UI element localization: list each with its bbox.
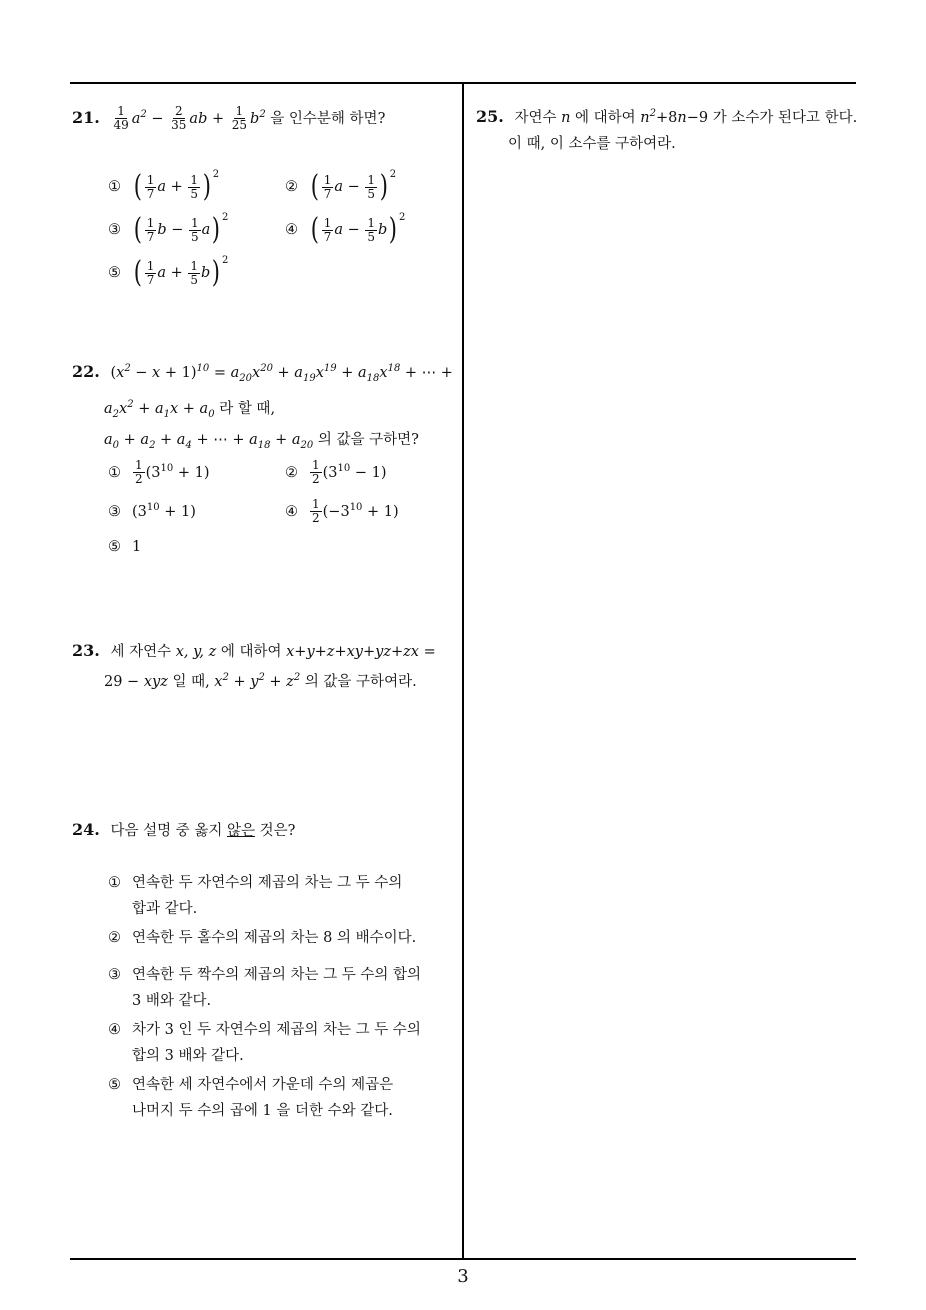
choice-22-5[interactable]: ⑤ 1 [108,539,142,555]
question-number: 22. [72,361,100,381]
question-23: 23. 세 자연수 x, y, z 에 대하여 x+y+z+xy+yz+zx = 29 − xyz 일 때, $x^2 + y^2 + z^2$ 의 값을 구하여라. [72,641,436,690]
expression-line-3: $a_0 + a_2 + a_4$ + ⋯ + $a_{18} + a_{20}$ [104,432,314,452]
expression: $\frac{1}{49}$ $a^2$ − $\frac{2}{35}$ ab + $\frac{1}{25}$ $b^2$ [113,104,266,133]
choice-21-4[interactable]: ④ ( $\frac{1}{7}$ a − $\frac{1}{5}$ b) $^2$ [285,212,406,247]
question-25: 25. 자연수 n 에 대하여 $n^2+8n-9$ 가 소수가 된다고 한다. 이 때, 이 소수를 구하여라. [476,106,858,152]
question-number: 21. [72,107,100,127]
question-number: 25. [476,106,504,126]
question-number: 23. [72,641,100,660]
question-24: 24. 다음 설명 중 옳지 않은 것은? [72,820,296,839]
choice-24-5[interactable]: ⑤ 연속한 세 자연수에서 가운데 수의 제곱은 나머지 두 수의 곱에 1 을 더한 수와 같다. [108,1077,394,1119]
question-text: 라 할 때, [219,400,276,417]
expression-line-2: $a_2x^2 + a_1x + a_0$ [104,398,215,420]
bottom-rule [70,1258,856,1260]
choice-22-1[interactable]: ① $\frac{1}{2}$ $(3^{10} + 1)$ [108,458,210,487]
choice-22-4[interactable]: ④ $\frac{1}{2}$ $(-3^{10} + 1)$ [285,497,399,526]
choice-24-4[interactable]: ④ 차가 3 인 두 자연수의 제곱의 차는 그 두 수의 합의 3 배와 같다. [108,1022,421,1064]
question-22 [72,356,460,459]
underlined-word: 않은 [226,823,255,839]
page-number: 3 [457,1266,469,1287]
question-text: 의 값을 구하면? [317,432,419,449]
choice-22-3[interactable]: ③ $(3^{10} + 1)$ [108,502,196,520]
question-number: 24. [72,820,100,839]
choice-21-1[interactable]: ① ( $\frac{1}{7}$ a + $\frac{1}{5}$ ) $^2$ [108,169,220,204]
choice-21-3[interactable]: ③ ( $\frac{1}{7}$ b − $\frac{1}{5}$ a) $^2$ [108,212,229,247]
choice-21-5[interactable]: ⑤ ( $\frac{1}{7}$ a + $\frac{1}{5}$ b) $^2$ [108,255,229,290]
expression-line-1: $(x^2 - x + 1)^{10} = a_{20}x^{20} + a_{19}x^{19} + a_{18}x^{18}$ + ⋯ + [110,363,453,384]
choice-21-2[interactable]: ② ( $\frac{1}{7}$ a − $\frac{1}{5}$ ) $^2$ [285,169,397,204]
choice-24-3[interactable]: ③ 연속한 두 짝수의 제곱의 차는 그 두 수의 합의 3 배와 같다. [108,967,421,1009]
column-divider [462,82,464,1260]
choice-24-2[interactable]: ② 연속한 두 홀수의 제곱의 차는 8 의 배수이다. [108,930,417,946]
choice-24-1[interactable]: ① 연속한 두 자연수의 제곱의 차는 그 두 수의 합과 같다. [108,875,403,917]
choice-22-2[interactable]: ② $\frac{1}{2}$ $(3^{10} - 1)$ [285,458,387,487]
question-21 [72,102,457,132]
question-text: 을 인수분해 하면? [270,110,386,127]
